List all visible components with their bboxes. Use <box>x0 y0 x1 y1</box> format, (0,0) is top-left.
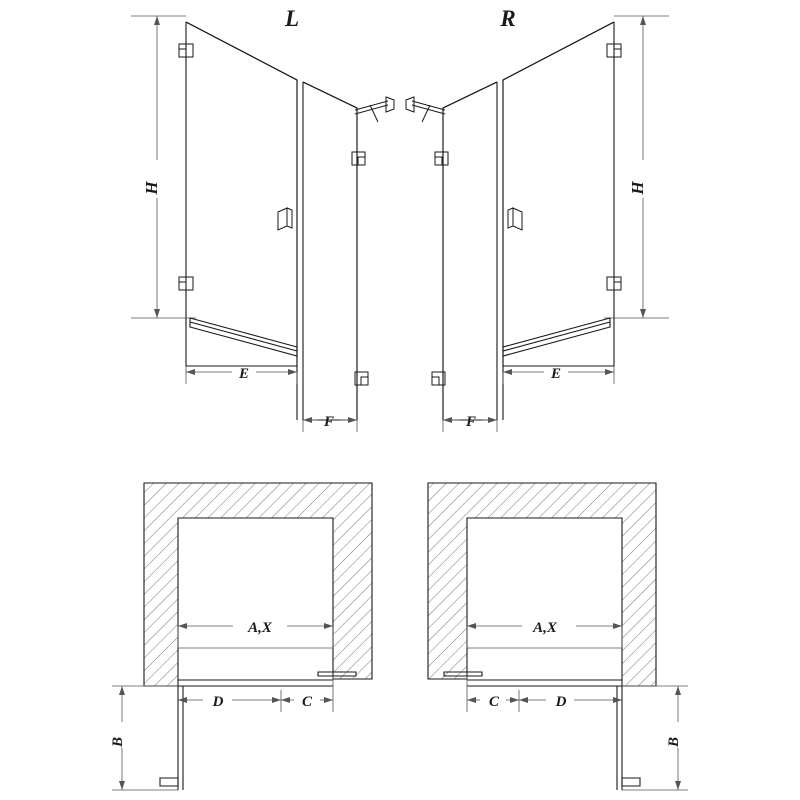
view-plan-right <box>428 483 688 790</box>
left-door-handle <box>278 208 292 230</box>
label-width-ax-right: A,X <box>533 620 557 636</box>
right-glass-panels <box>443 22 614 420</box>
plan-left-glass <box>160 672 356 790</box>
left-glass-panels <box>186 22 357 420</box>
label-depth-b-right: B <box>666 736 682 748</box>
view-plan-left <box>112 483 372 790</box>
label-door-d-left: D <box>212 694 224 710</box>
label-hand-left: L <box>284 6 300 31</box>
label-depth-b-left: B <box>110 736 126 748</box>
right-door-handle <box>508 208 522 230</box>
label-fixed-c-left: C <box>301 694 313 710</box>
label-door-d-right: D <box>555 694 567 710</box>
label-fixed-c-right: C <box>488 694 500 710</box>
view-front-left <box>131 16 394 432</box>
label-panel-f-right: F <box>465 414 477 430</box>
left-hinges <box>179 44 368 385</box>
label-panel-e-left: E <box>238 366 250 382</box>
view-front-right <box>406 16 669 432</box>
left-support-bar <box>355 97 394 122</box>
label-hand-right: R <box>500 6 516 31</box>
right-support-bar <box>406 97 445 122</box>
label-width-ax-left: A,X <box>248 620 272 636</box>
label-height-right: H <box>628 181 647 195</box>
label-height-left: H <box>142 181 161 195</box>
label-panel-e-right: E <box>550 366 562 382</box>
plan-right-glass <box>444 672 640 790</box>
right-hinges <box>432 44 621 385</box>
label-panel-f-left: F <box>323 414 335 430</box>
